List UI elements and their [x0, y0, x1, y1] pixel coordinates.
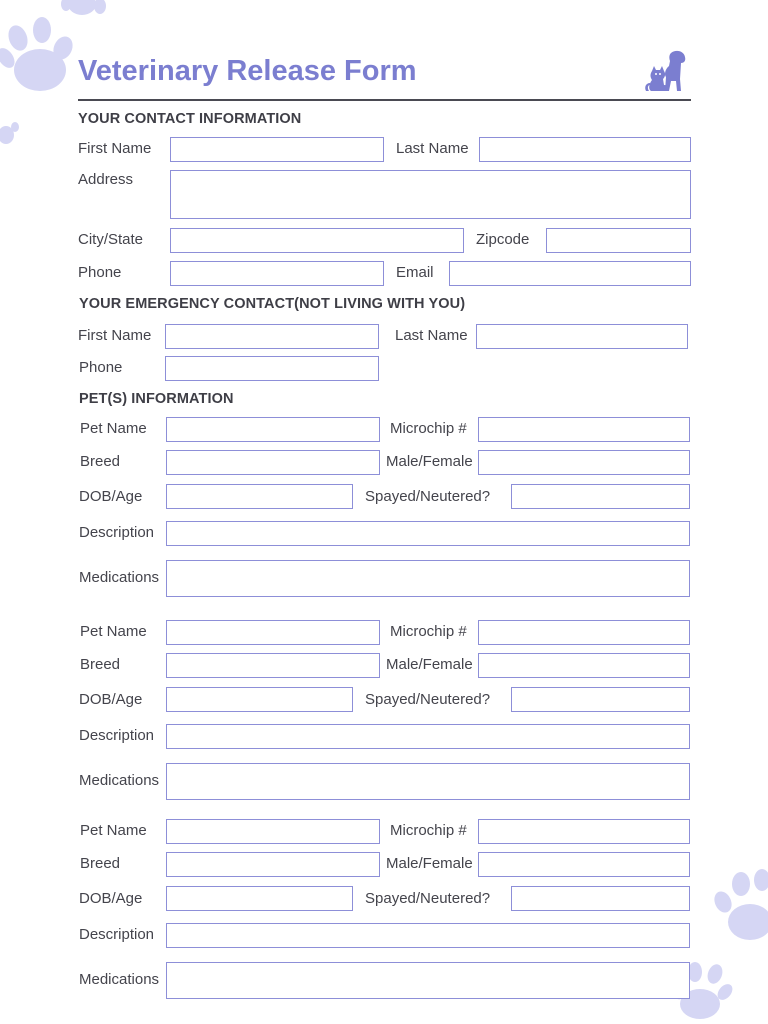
pet-3-breed-field[interactable] [166, 852, 380, 877]
contact-first-name-field[interactable] [170, 137, 384, 162]
contact-last-name-label: Last Name [396, 140, 469, 157]
pet-3-sex-label: Male/Female [386, 855, 473, 872]
pet-3-microchip-field[interactable] [478, 819, 690, 844]
pet-3-description-label: Description [79, 926, 155, 943]
contact-city-state-field[interactable] [170, 228, 464, 253]
pet-3-dob-field[interactable] [166, 886, 353, 911]
pet-2-pet-name-label: Pet Name [80, 623, 147, 640]
emergency-phone-field[interactable] [165, 356, 379, 381]
emergency-first-name-field[interactable] [165, 324, 379, 349]
contact-phone-field[interactable] [170, 261, 384, 286]
pet-1-sex-field[interactable] [478, 450, 690, 475]
pet-3-breed-label: Breed [80, 855, 121, 872]
contact-email-field[interactable] [449, 261, 691, 286]
pet-1-pet-name-field[interactable] [166, 417, 380, 442]
contact-city-state-label: City/State [78, 231, 144, 248]
pet-1-description-field[interactable] [166, 521, 690, 546]
pet-1-pet-name-label: Pet Name [80, 420, 147, 437]
title-divider [78, 99, 691, 101]
contact-zipcode-field[interactable] [546, 228, 691, 253]
emergency-phone-label: Phone [79, 359, 123, 376]
pet-3-sex-field[interactable] [478, 852, 690, 877]
contact-section-heading: YOUR CONTACT INFORMATION [78, 111, 302, 127]
contact-phone-label: Phone [78, 264, 122, 281]
pet-2-sex-label: Male/Female [386, 656, 473, 673]
pet-1-spayed-label: Spayed/Neutered? [365, 488, 491, 505]
pet-2-description-field[interactable] [166, 724, 690, 749]
emergency-section-heading: YOUR EMERGENCY CONTACT(NOT LIVING WITH YOU) [79, 296, 466, 312]
pet-1-breed-label: Breed [80, 453, 121, 470]
dog-and-cat-icon [643, 49, 689, 98]
pet-2-dob-label: DOB/Age [79, 691, 143, 708]
pet-1-medications-label: Medications [79, 569, 160, 586]
pet-2-microchip-field[interactable] [478, 620, 690, 645]
pet-1-spayed-field[interactable] [511, 484, 690, 509]
pet-2-breed-label: Breed [80, 656, 121, 673]
pet-2-spayed-field[interactable] [511, 687, 690, 712]
pet-3-medications-field[interactable] [166, 962, 690, 999]
pet-1-sex-label: Male/Female [386, 453, 473, 470]
pet-3-pet-name-field[interactable] [166, 819, 380, 844]
pet-1-medications-field[interactable] [166, 560, 690, 597]
pet-1-description-label: Description [79, 524, 155, 541]
pets-section-heading: PET(S) INFORMATION [79, 391, 234, 407]
pet-1-breed-field[interactable] [166, 450, 380, 475]
page-title: Veterinary Release Form [78, 55, 417, 87]
pet-3-description-field[interactable] [166, 923, 690, 948]
pet-2-breed-field[interactable] [166, 653, 380, 678]
pet-2-dob-field[interactable] [166, 687, 353, 712]
contact-address-field[interactable] [170, 170, 691, 219]
emergency-last-name-field[interactable] [476, 324, 688, 349]
pet-1-microchip-label: Microchip # [390, 420, 467, 437]
emergency-last-name-label: Last Name [395, 327, 468, 344]
pet-3-spayed-field[interactable] [511, 886, 690, 911]
contact-first-name-label: First Name [78, 140, 152, 157]
pet-3-microchip-label: Microchip # [390, 822, 467, 839]
pet-1-dob-label: DOB/Age [79, 488, 143, 505]
pet-2-microchip-label: Microchip # [390, 623, 467, 640]
contact-address-label: Address [78, 171, 134, 188]
pet-2-medications-label: Medications [79, 772, 160, 789]
pet-3-spayed-label: Spayed/Neutered? [365, 890, 491, 907]
pet-2-pet-name-field[interactable] [166, 620, 380, 645]
pet-2-medications-field[interactable] [166, 763, 690, 800]
contact-zipcode-label: Zipcode [476, 231, 530, 248]
pet-3-dob-label: DOB/Age [79, 890, 143, 907]
pet-1-dob-field[interactable] [166, 484, 353, 509]
pet-2-description-label: Description [79, 727, 155, 744]
pet-2-spayed-label: Spayed/Neutered? [365, 691, 491, 708]
pet-2-sex-field[interactable] [478, 653, 690, 678]
pet-1-microchip-field[interactable] [478, 417, 690, 442]
emergency-first-name-label: First Name [78, 327, 152, 344]
contact-email-label: Email [396, 264, 434, 281]
contact-last-name-field[interactable] [479, 137, 691, 162]
pet-3-pet-name-label: Pet Name [80, 822, 147, 839]
pet-3-medications-label: Medications [79, 971, 160, 988]
